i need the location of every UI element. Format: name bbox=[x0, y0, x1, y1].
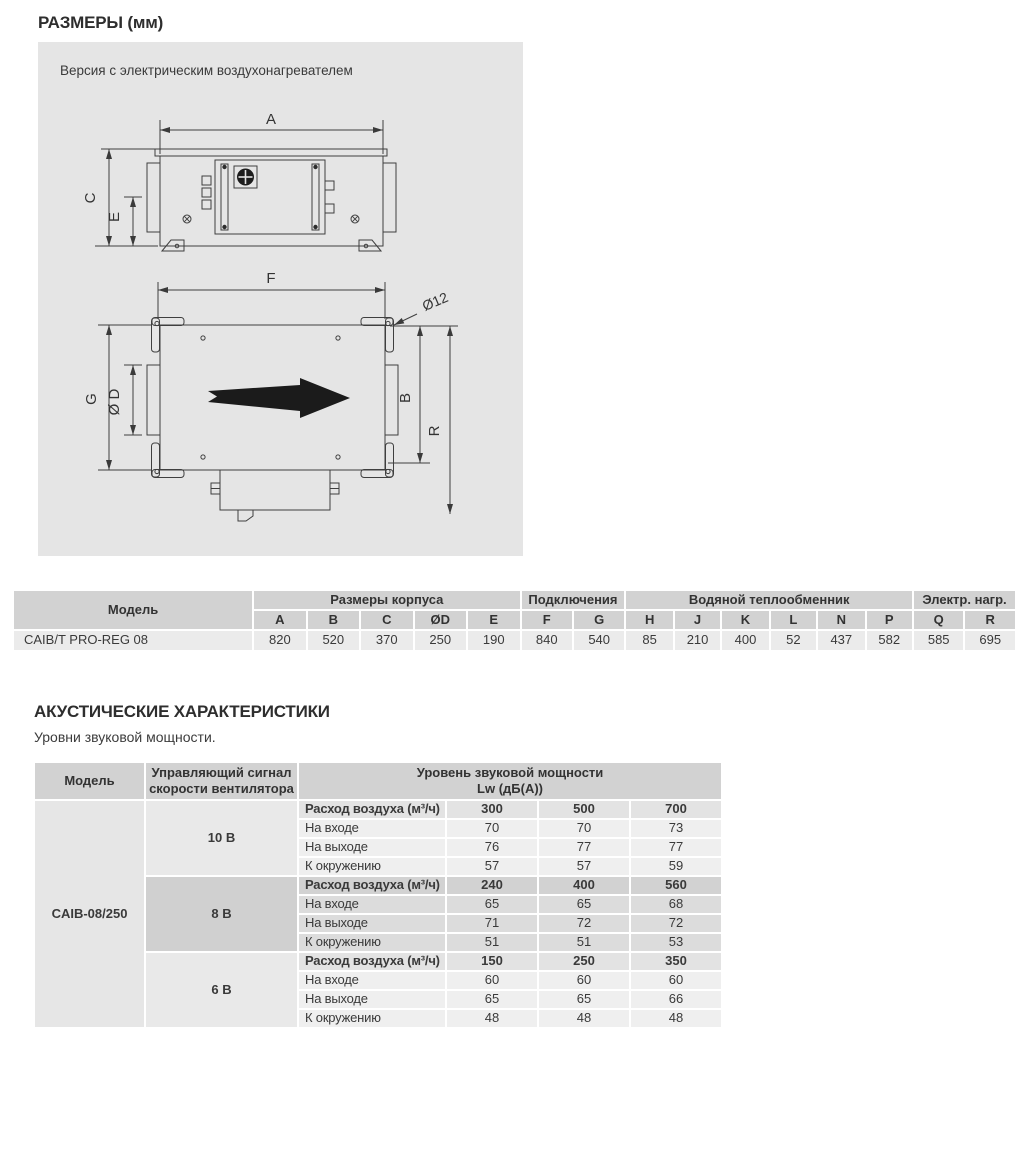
flow-row bbox=[34, 800, 722, 819]
value-cell: 250 bbox=[414, 630, 467, 651]
signal-cell: 6 В bbox=[145, 952, 298, 1028]
flow-label: Расход воздуха (м³/ч) bbox=[298, 876, 446, 895]
row-label: На входе bbox=[298, 895, 446, 914]
dim-label-a: A bbox=[265, 111, 277, 128]
value-cell: 840 bbox=[521, 630, 573, 651]
value-cell: 582 bbox=[866, 630, 913, 651]
value-cell: 77 bbox=[538, 838, 630, 857]
value-cell: 48 bbox=[630, 1009, 722, 1028]
flow-value: 700 bbox=[630, 800, 722, 819]
dim-label-f: F bbox=[266, 270, 276, 287]
col-header: A bbox=[253, 610, 306, 630]
dim-label-hole: Ø12 bbox=[419, 288, 451, 314]
model-column-header: Модель bbox=[13, 590, 253, 630]
value-cell: 540 bbox=[573, 630, 625, 651]
dim-label-r: R bbox=[426, 425, 443, 437]
value-cell: 70 bbox=[538, 819, 630, 838]
panel-screw-left bbox=[183, 215, 191, 223]
col-header: ØD bbox=[414, 610, 467, 630]
flow-value: 240 bbox=[446, 876, 538, 895]
dim-label-e: E bbox=[106, 211, 123, 223]
value-cell: 60 bbox=[446, 971, 538, 990]
signal-column-header: Управляющий сигнал скорости вентилятора bbox=[145, 762, 298, 800]
value-cell: 72 bbox=[538, 914, 630, 933]
dim-label-c: C bbox=[82, 192, 99, 204]
group-header-water-coil: Водяной теплообменник bbox=[625, 590, 913, 610]
group-header-row bbox=[13, 590, 1016, 610]
page-title: РАЗМЕРЫ (мм) bbox=[38, 13, 164, 32]
col-header: L bbox=[770, 610, 817, 630]
value-cell: 51 bbox=[446, 933, 538, 952]
hole-callout-leader bbox=[394, 314, 417, 325]
value-cell: 585 bbox=[913, 630, 964, 651]
row-label: На выходе bbox=[298, 914, 446, 933]
value-cell: 210 bbox=[674, 630, 721, 651]
lw-header-line1: Уровень звуковой мощности bbox=[416, 764, 604, 780]
value-cell: 190 bbox=[467, 630, 521, 651]
dim-line-E bbox=[124, 197, 142, 246]
col-header: K bbox=[721, 610, 769, 630]
signal-cell: 10 В bbox=[145, 800, 298, 876]
row-label: На входе bbox=[298, 819, 446, 838]
group-header-body-sizes: Размеры корпуса bbox=[253, 590, 520, 610]
col-header: G bbox=[573, 610, 625, 630]
value-cell: 76 bbox=[446, 838, 538, 857]
flow-value: 500 bbox=[538, 800, 630, 819]
value-cell: 53 bbox=[630, 933, 722, 952]
acoustics-subtitle: Уровни звуковой мощности. bbox=[34, 729, 216, 745]
flow-value: 150 bbox=[446, 952, 538, 971]
value-cell: 85 bbox=[625, 630, 673, 651]
col-header: B bbox=[307, 610, 360, 630]
col-header: P bbox=[866, 610, 913, 630]
lw-header-line2: Lw (дБ(А)) bbox=[477, 781, 543, 796]
unit-top-rail bbox=[155, 149, 387, 156]
flow-label: Расход воздуха (м³/ч) bbox=[298, 800, 446, 819]
row-label: К окружению bbox=[298, 933, 446, 952]
value-cell: 437 bbox=[817, 630, 865, 651]
duct-spigot-left bbox=[147, 365, 160, 435]
airflow-arrow bbox=[208, 378, 350, 418]
panel-screw-right bbox=[351, 215, 359, 223]
col-header: N bbox=[817, 610, 865, 630]
flow-value: 350 bbox=[630, 952, 722, 971]
flow-label: Расход воздуха (м³/ч) bbox=[298, 952, 446, 971]
technical-drawing bbox=[38, 42, 523, 556]
row-label: К окружению bbox=[298, 1009, 446, 1028]
value-cell: 65 bbox=[446, 895, 538, 914]
dim-label-g: G bbox=[83, 393, 100, 405]
control-box bbox=[202, 160, 334, 234]
col-header: C bbox=[360, 610, 413, 630]
acoustics-table bbox=[33, 761, 723, 1029]
model-name: CAIB/T PRO-REG 08 bbox=[13, 630, 253, 651]
value-cell: 520 bbox=[307, 630, 360, 651]
value-cell: 65 bbox=[538, 895, 630, 914]
value-cell: 66 bbox=[630, 990, 722, 1009]
dim-label-b: B bbox=[397, 392, 414, 404]
cable-glands-left bbox=[202, 176, 211, 209]
row-label: К окружению bbox=[298, 857, 446, 876]
row-label: На входе bbox=[298, 971, 446, 990]
box-corner-screws bbox=[222, 165, 317, 229]
value-cell: 60 bbox=[630, 971, 722, 990]
flow-value: 400 bbox=[538, 876, 630, 895]
duct-flange-right bbox=[383, 163, 396, 232]
dim-label-d: Ø D bbox=[106, 388, 123, 416]
flow-value: 250 bbox=[538, 952, 630, 971]
flow-value: 560 bbox=[630, 876, 722, 895]
front-view bbox=[95, 120, 396, 251]
col-header: R bbox=[964, 610, 1016, 630]
group-header-electric-heater: Электр. нагр. bbox=[913, 590, 1016, 610]
dim-line-F bbox=[158, 282, 385, 319]
col-header: H bbox=[625, 610, 673, 630]
value-cell: 48 bbox=[446, 1009, 538, 1028]
col-header: E bbox=[467, 610, 521, 630]
value-cell: 72 bbox=[630, 914, 722, 933]
value-cell: 48 bbox=[538, 1009, 630, 1028]
row-label: На выходе bbox=[298, 990, 446, 1009]
cable-glands-right bbox=[325, 181, 334, 213]
group-header-connections: Подключения bbox=[521, 590, 626, 610]
col-header: Q bbox=[913, 610, 964, 630]
value-cell: 51 bbox=[538, 933, 630, 952]
value-cell: 695 bbox=[964, 630, 1016, 651]
table-row bbox=[13, 630, 1016, 651]
model-column-header: Модель bbox=[34, 762, 145, 800]
value-cell: 73 bbox=[630, 819, 722, 838]
value-cell: 65 bbox=[538, 990, 630, 1009]
drawing-caption: Версия с электрическим воздухонагревателем bbox=[60, 63, 353, 78]
col-header: J bbox=[674, 610, 721, 630]
unit-body-front bbox=[160, 156, 383, 246]
col-header: F bbox=[521, 610, 573, 630]
value-cell: 52 bbox=[770, 630, 817, 651]
value-cell: 400 bbox=[721, 630, 769, 651]
duct-flange-left bbox=[147, 163, 160, 232]
acoustics-header-row bbox=[34, 762, 722, 800]
value-cell: 370 bbox=[360, 630, 413, 651]
dim-line-D bbox=[124, 365, 142, 435]
row-label: На выходе bbox=[298, 838, 446, 857]
model-name: CAIB-08/250 bbox=[34, 800, 145, 1028]
value-cell: 65 bbox=[446, 990, 538, 1009]
value-cell: 59 bbox=[630, 857, 722, 876]
value-cell: 60 bbox=[538, 971, 630, 990]
drain-box bbox=[211, 470, 339, 521]
value-cell: 57 bbox=[538, 857, 630, 876]
flow-value: 300 bbox=[446, 800, 538, 819]
value-cell: 68 bbox=[630, 895, 722, 914]
value-cell: 70 bbox=[446, 819, 538, 838]
value-cell: 71 bbox=[446, 914, 538, 933]
value-cell: 57 bbox=[446, 857, 538, 876]
value-cell: 820 bbox=[253, 630, 306, 651]
lw-column-header bbox=[298, 762, 722, 800]
signal-cell: 8 В bbox=[145, 876, 298, 952]
technical-drawing-panel bbox=[38, 42, 523, 556]
section-title-acoustics: АКУСТИЧЕСКИЕ ХАРАКТЕРИСТИКИ bbox=[34, 702, 330, 721]
value-cell: 77 bbox=[630, 838, 722, 857]
dimensions-table bbox=[12, 589, 1017, 652]
